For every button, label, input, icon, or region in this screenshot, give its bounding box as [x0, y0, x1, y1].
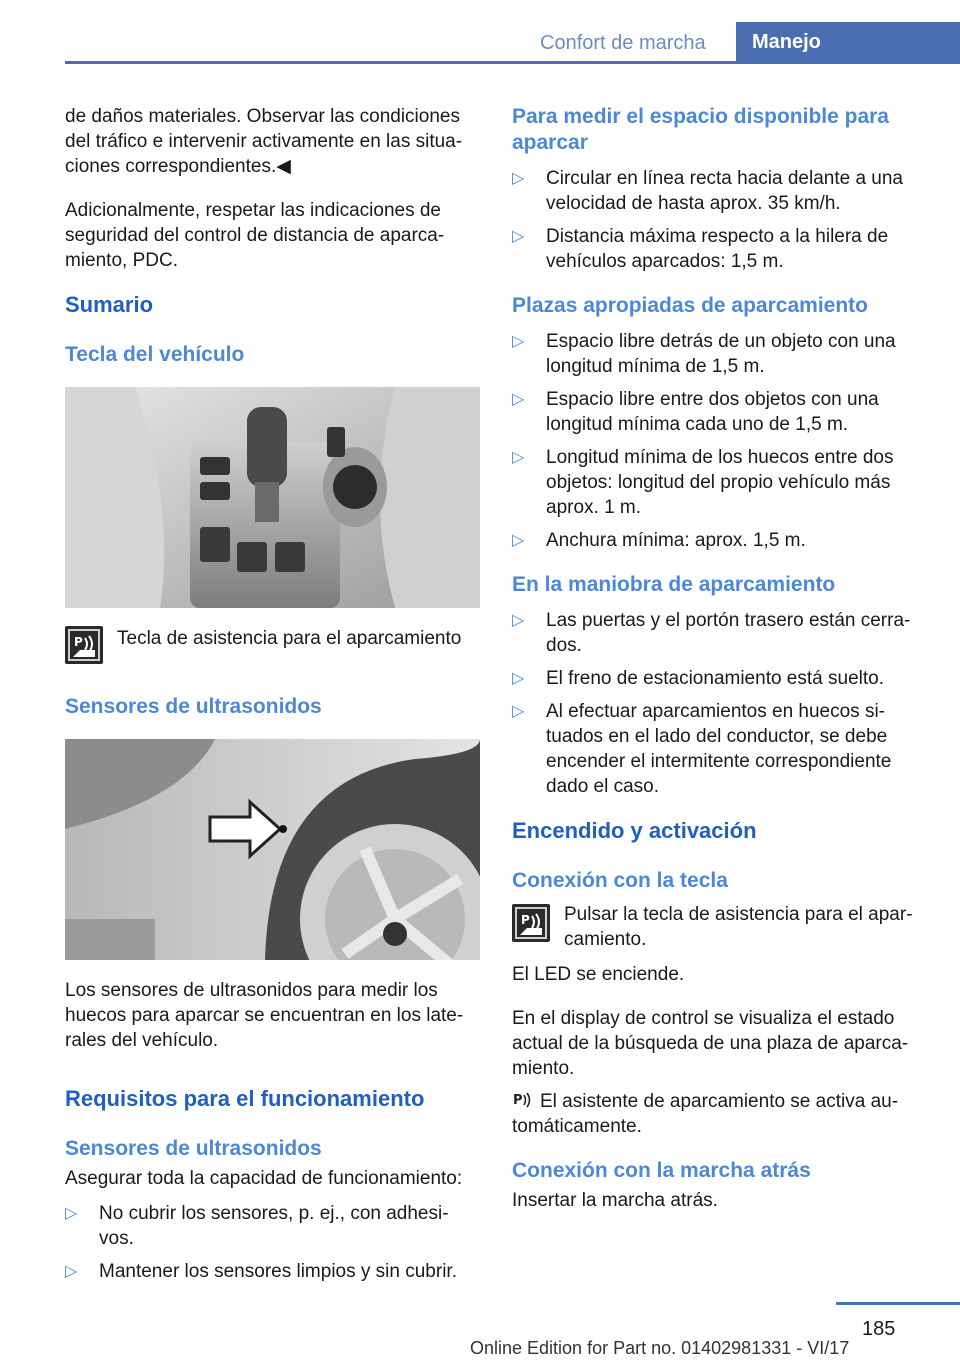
list-item: ▷ Espacio libre detrás de un objeto con una longitud mínima de 1,5 m.: [512, 331, 896, 377]
heading-sumario: Sumario: [65, 292, 154, 317]
svg-text:P: P: [74, 635, 83, 649]
console-photo: [65, 387, 480, 608]
heading-conexion-tecla: Conexión con la tecla: [512, 869, 728, 892]
heading-tecla-vehiculo: Tecla del vehículo: [65, 343, 245, 366]
list-item: ▷ Anchura mínima: aprox. 1,5 m.: [512, 530, 806, 551]
plazas-list: [512, 329, 930, 553]
heading-requisitos: Requisitos para el funcionamiento: [65, 1086, 425, 1111]
footer-rule: [836, 1302, 960, 1305]
header-chapter-label: Manejo: [752, 31, 821, 53]
list-item: ▷ Longitud mínima de los huecos entre dos objetos: longitud del propio vehículo más aprox. 1 m.: [512, 447, 894, 518]
insertar-paragraph: Insertar la marcha atrás.: [512, 1190, 718, 1211]
parking-assistant-icon: [512, 904, 550, 942]
caption-tecla: [65, 626, 480, 666]
svg-text:P: P: [513, 1093, 523, 1108]
right-column: [512, 104, 930, 1232]
bullet-icon: ▷: [512, 703, 525, 720]
heading-sensores-requisitos: Sensores de ultrasonidos: [65, 1137, 322, 1160]
bullet-icon: ▷: [512, 333, 525, 350]
list-item: ▷ Las puertas y el portón trasero están cerra‐dos.: [512, 610, 911, 656]
pdc-paragraph: Adicionalmente, respetar las indicaciones de seguridad del control de distancia de aparca‐miento, PDC.: [65, 200, 445, 271]
bullet-icon: ▷: [512, 670, 525, 687]
caption-text: Tecla de asistencia para el aparcamiento: [117, 628, 462, 649]
heading-encendido: Encendido y activación: [512, 818, 757, 843]
bullet-icon: ▷: [512, 170, 525, 187]
page-number: 185: [862, 1318, 896, 1340]
medir-list: [512, 166, 930, 274]
bullet-icon: ▷: [512, 612, 525, 629]
sensores-paragraph: Los sensores de ultrasonidos para medir los huecos para aparcar se encuentran en los late‐rales del vehículo.: [65, 980, 464, 1051]
bullet-icon: ▷: [512, 449, 525, 466]
pulsar-text: Pulsar la tecla de asistencia para el apar‐camiento.: [564, 904, 913, 950]
left-column: [65, 104, 480, 1303]
list-item: ▷ Mantener los sensores limpios y sin cubrir.: [65, 1261, 457, 1282]
parking-sensor-symbol-icon: [512, 1089, 534, 1111]
edition-note: Online Edition for Part no. 01402981331 - VI/17: [470, 1338, 850, 1358]
heading-plazas-apropiadas: Plazas apropiadas de aparcamiento: [512, 294, 868, 317]
asistente-paragraph: P El asistente de aparcamiento se activa au‐tomáticamente.: [512, 1091, 899, 1137]
heading-maniobra: En la maniobra de aparcamiento: [512, 573, 836, 596]
led-paragraph: El LED se enciende.: [512, 964, 685, 985]
list-item: ▷ Circular en línea recta hacia delante a una velocidad de hasta aprox. 35 km/h.: [512, 168, 904, 214]
list-item: ▷ Al efectuar aparcamientos en huecos si‐tuados en el lado del conductor, se debe encender el intermitente correspondiente dado el caso.: [512, 701, 892, 797]
sensor-photo: [65, 739, 480, 960]
heading-medir-espacio: Para medir el espacio disponible para aparcar: [512, 105, 889, 154]
list-item: ▷ El freno de estacionamiento está suelto.: [512, 668, 884, 689]
maniobra-list: [512, 608, 930, 799]
bullet-icon: ▷: [65, 1263, 78, 1280]
heading-sensores-ultrasonidos: Sensores de ultrasonidos: [65, 695, 322, 718]
sensores-list: [65, 1201, 480, 1284]
display-paragraph: En el display de control se visualiza el estado actual de la búsqueda de una plaza de aparca‐miento.: [512, 1008, 909, 1079]
bullet-icon: ▷: [512, 391, 525, 408]
parking-assistant-icon: [65, 626, 103, 664]
heading-conexion-marcha: Conexión con la marcha atrás: [512, 1159, 811, 1182]
header-section-label: Confort de marcha: [540, 32, 706, 54]
pulsar-instruction: [512, 902, 930, 952]
intro-paragraph: de daños materiales. Observar las condiciones del tráfico e intervenir activamente en las situa‐ciones correspondientes.◀: [65, 106, 463, 177]
svg-text:P: P: [521, 913, 530, 927]
list-item: ▷ No cubrir los sensores, p. ej., con adhesi‐vos.: [65, 1203, 449, 1249]
bullet-icon: ▷: [65, 1205, 78, 1222]
list-item: ▷ Espacio libre entre dos objetos con una longitud mínima cada uno de 1,5 m.: [512, 389, 879, 435]
header-chapter-tab: [736, 22, 960, 63]
bullet-icon: ▷: [512, 532, 525, 549]
list-item: ▷ Distancia máxima respecto a la hilera de vehículos aparcados: 1,5 m.: [512, 226, 889, 272]
asegurar-paragraph: Asegurar toda la capacidad de funcionamiento:: [65, 1168, 463, 1189]
bullet-icon: ▷: [512, 228, 525, 245]
